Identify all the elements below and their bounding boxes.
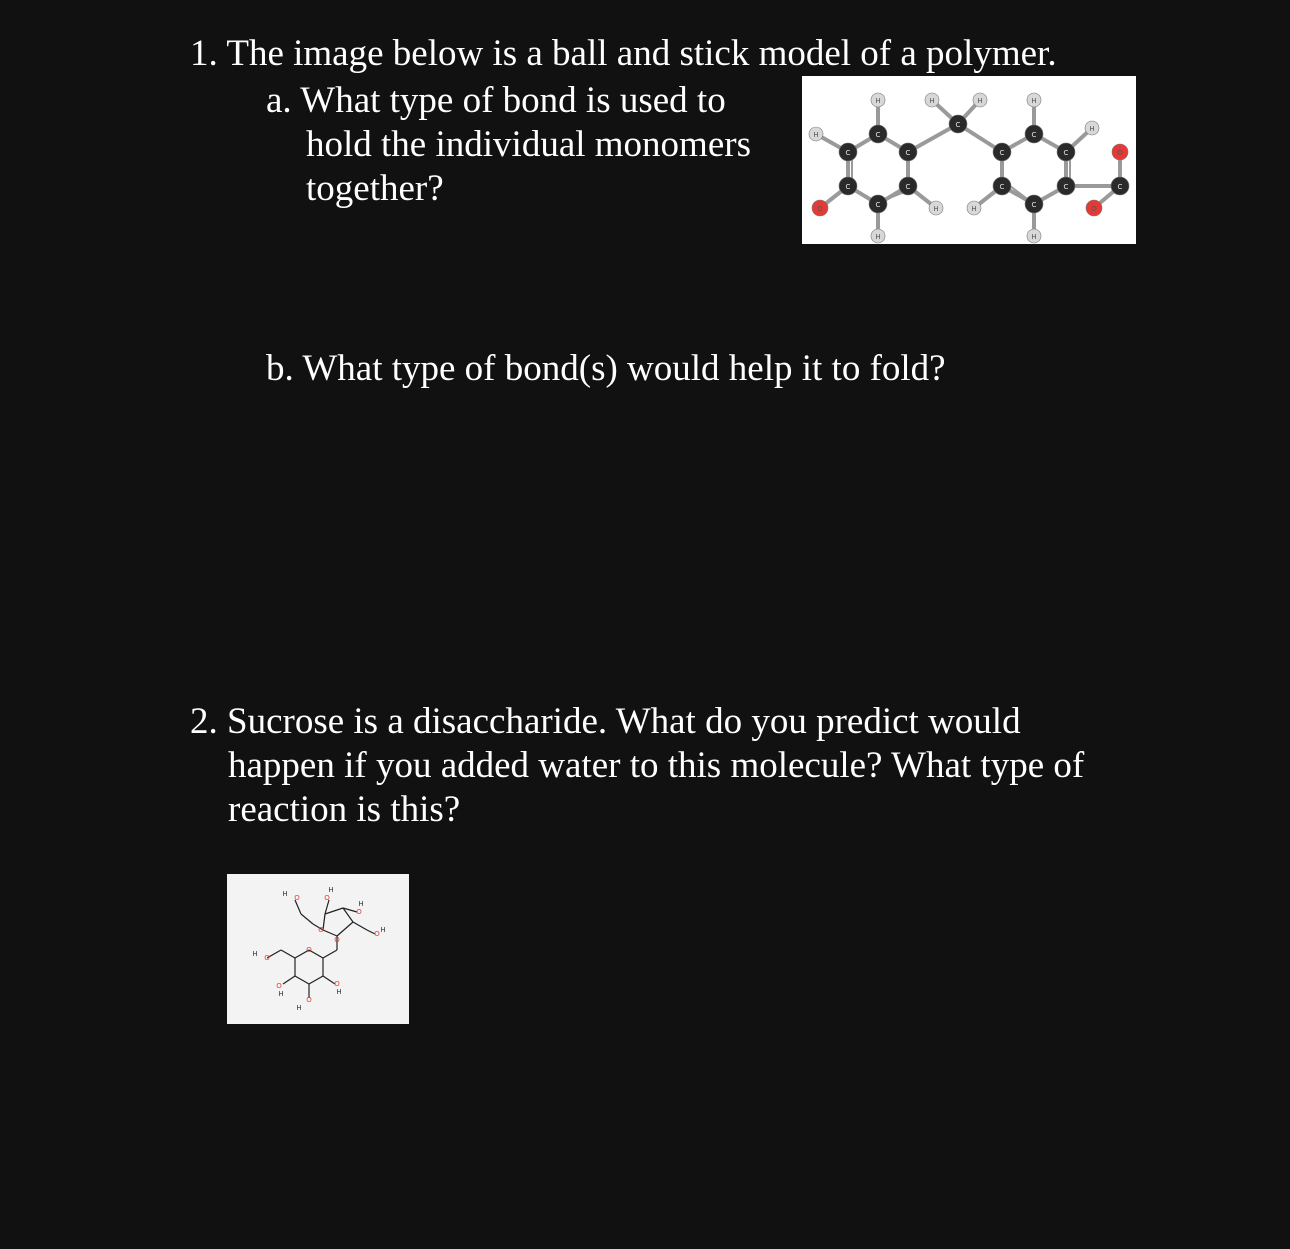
atom-label-c14: C (1117, 183, 1123, 191)
atom-label-c4: C (905, 183, 911, 191)
sucrose-atom-label-14: H (278, 990, 284, 998)
atom-label-h8: H (933, 205, 939, 213)
atom-label-c8: C (999, 149, 1005, 157)
sucrose-atom-label-15: O (306, 996, 312, 1004)
atom-label-h1: H (813, 131, 819, 139)
sucrose-atom-label-1: O (294, 894, 300, 902)
sucrose-background (227, 874, 409, 1024)
question-1b-text: What type of bond(s) would help it to fold? (302, 348, 946, 389)
question-2-text-1: Sucrose is a disaccharide. What do you predict would (227, 701, 1021, 742)
atom-label-c13: C (999, 183, 1005, 191)
atom-label-c1: C (845, 149, 851, 157)
question-1a-line-1 (266, 79, 726, 123)
sucrose-atom-label-18: H (336, 988, 342, 996)
atom-label-c12: C (1031, 201, 1037, 209)
question-1a-letter: a. (266, 80, 292, 121)
atom-label-c2: C (875, 131, 881, 139)
sucrose-atom-label-5: O (356, 908, 362, 916)
atom-label-c5: C (875, 201, 881, 209)
sucrose-atom-label-12: O (264, 954, 270, 962)
atom-label-h7: H (875, 233, 881, 241)
atom-label-o2: O (1091, 205, 1097, 213)
atom-label-h4: H (977, 97, 983, 105)
atom-label-c10: C (1063, 149, 1069, 157)
atom-label-c7: C (955, 121, 961, 129)
sucrose-atom-label-8: O (318, 926, 324, 934)
atom-label-h3: H (929, 97, 935, 105)
sucrose-atom-label-16: H (296, 1004, 302, 1012)
sucrose-atom-label-17: O (334, 980, 340, 988)
question-1-number: 1. (190, 33, 218, 74)
atom-label-h2: H (875, 97, 881, 105)
atom-label-o3: O (1117, 149, 1123, 157)
question-2-line-1 (190, 700, 1021, 744)
sucrose-atom-label-0: H (282, 890, 288, 898)
sucrose-atom-label-3: O (324, 894, 330, 902)
ball-and-stick-polymer-figure (802, 76, 1136, 244)
atom-label-h9: H (971, 205, 977, 213)
question-2-line-2: happen if you added water to this molecule? What type of (228, 745, 1085, 786)
question-2-number: 2. (190, 701, 218, 742)
sucrose-atom-label-7: H (380, 926, 386, 934)
atom-label-o1: O (817, 205, 823, 213)
question-1a-line-3: together? (306, 168, 444, 209)
sucrose-atom-label-13: O (276, 982, 282, 990)
atom-label-h6: H (1089, 125, 1095, 133)
atom-label-c11: C (1063, 183, 1069, 191)
sucrose-atom-label-11: H (252, 950, 258, 958)
atom-label-h10: H (1031, 233, 1037, 241)
question-1-text: The image below is a ball and stick model of a polymer. (226, 33, 1057, 74)
atom-label-c6: C (845, 183, 851, 191)
question-2-line-3: reaction is this? (228, 789, 461, 830)
sucrose-atom-label-2: H (328, 886, 334, 894)
atom-label-h5: H (1031, 97, 1037, 105)
question-1b-line (266, 347, 946, 391)
question-1a-text-1: What type of bond is used to (300, 80, 726, 121)
polymer-model-svg (802, 76, 1136, 244)
atom-label-c3: C (905, 149, 911, 157)
question-1b-letter: b. (266, 348, 294, 389)
sucrose-structure-svg (227, 874, 409, 1024)
question-1-line (190, 32, 1057, 76)
sucrose-atom-label-4: H (358, 900, 364, 908)
sucrose-structure-figure (227, 874, 409, 1024)
question-1a-line-2: hold the individual monomers (306, 124, 751, 165)
sucrose-atom-label-9: O (334, 936, 340, 944)
atom-label-c9: C (1031, 131, 1037, 139)
sucrose-atom-label-6: O (374, 930, 380, 938)
sucrose-atom-label-10: O (306, 946, 312, 954)
